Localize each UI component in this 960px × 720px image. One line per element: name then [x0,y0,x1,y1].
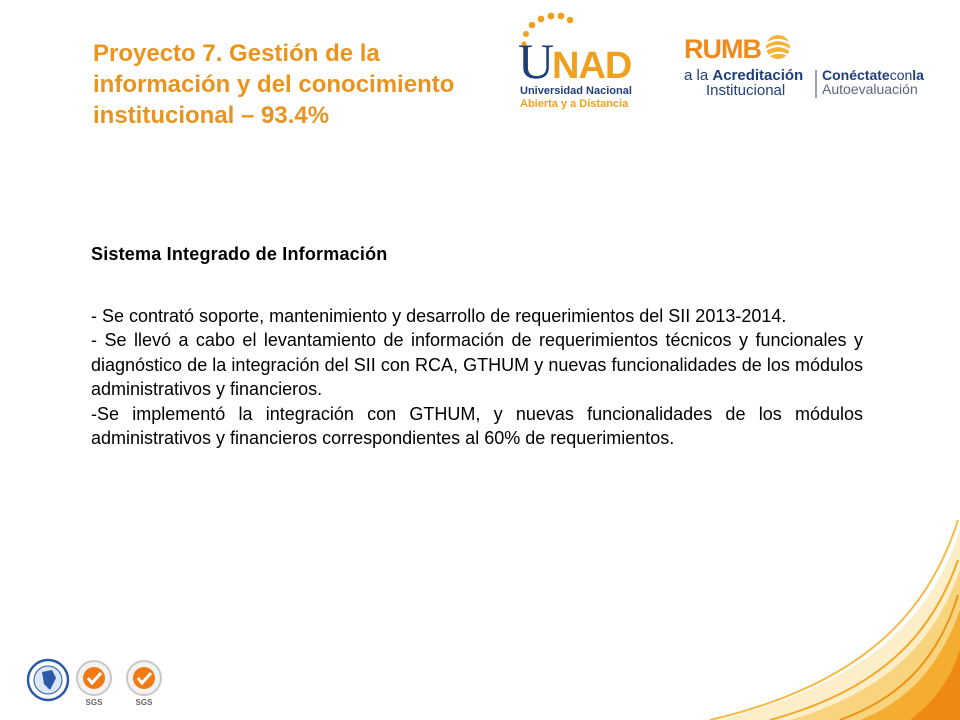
conectate-la: la [912,67,924,83]
unad-line2: Abierta y a Distancia [520,98,629,110]
rumbo-globe-icon [766,35,790,59]
rumbo-line1-bold: Acreditación [712,67,804,84]
section-heading: Sistema Integrado de Información [91,244,388,264]
rumbo-mark: RUMB [684,34,761,64]
logo-divider [815,70,817,98]
unad-line1: Universidad Nacional [520,85,632,97]
conectate-con: con [889,67,913,83]
unad-mark-u: U [518,33,555,89]
conectate-bold: Conéctate [822,67,890,83]
rumbo-logo [684,30,934,102]
sgs-certification-icon [127,661,161,707]
sgs-certification-icon [77,661,111,707]
svg-text:SGS: SGS [135,698,153,707]
bullet-paragraph: - Se contrató soporte, mantenimiento y desarrollo de requerimientos del SII 2013-2014. [91,306,787,326]
bullet-paragraph: - Se llevó a cabo el levantamiento de información de requerimientos técnicos y funcionales y diagnóstico de la integración del SII con RCA, GTHUM y nuevas funcionalidades de los módulos administrativos y financieros. [91,330,863,400]
bullet-paragraph: -Se implementó la integración con GTHUM, y nuevas funcionalidades de los módulos administrativos y financieros correspondientes al 60% de requerimientos. [91,403,863,449]
autoevaluacion-text: Autoevaluación [822,81,918,97]
decorative-wave [700,500,960,720]
unad-mark-nad: NAD [552,45,632,87]
unad-logo [516,12,656,112]
slide-title: Proyecto 7. Gestión de la información y del conocimiento institucional – 93.4% [93,40,455,129]
rumbo-line1-prefix: a la [684,67,713,84]
body-text [91,304,863,450]
colombia-seal-icon [28,660,68,700]
rumbo-line2: Institucional [706,82,786,99]
certification-badges [26,656,176,708]
svg-text:SGS: SGS [85,698,103,707]
